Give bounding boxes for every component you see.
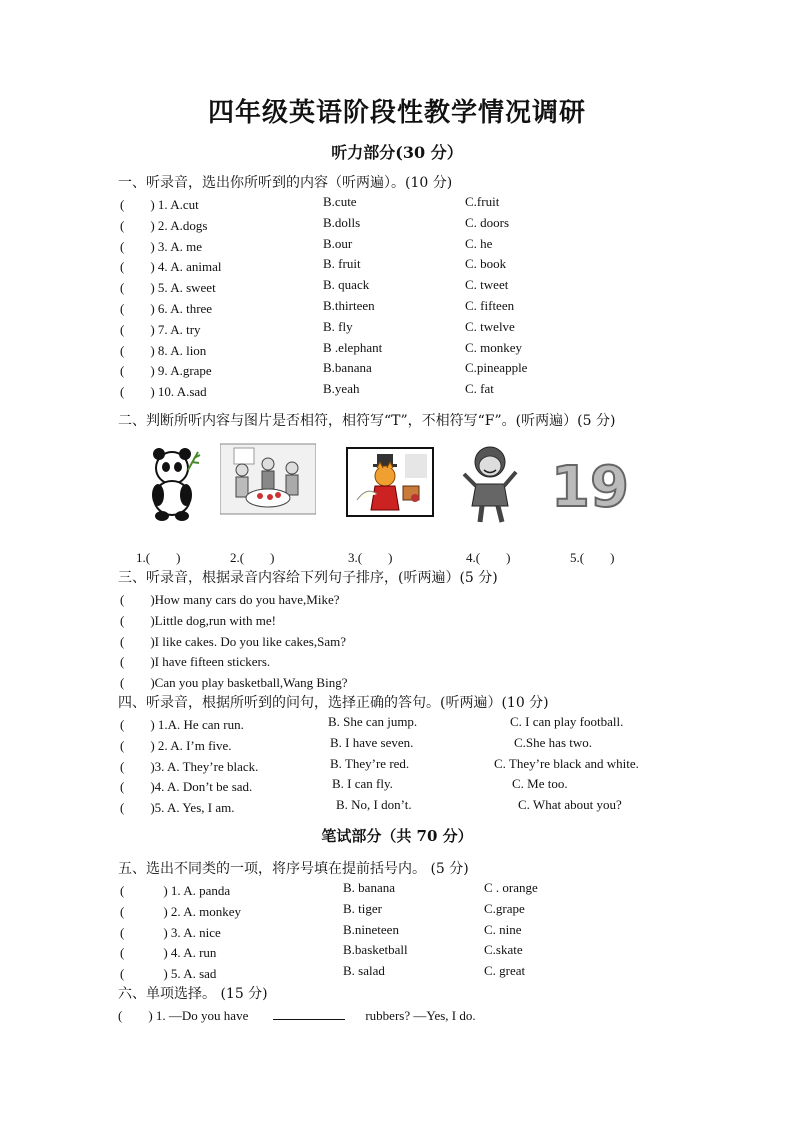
odd-one-out-option-c: C.skate xyxy=(484,942,523,958)
option-row-question: ( ) 2. A.dogs xyxy=(120,217,208,233)
option-c: C.pineapple xyxy=(465,360,528,376)
ordering-sentence: ( )How many cars do you have,Mike? xyxy=(120,592,340,607)
option-row-question: ( ) 5. A. sweet xyxy=(120,280,216,296)
page-title: 四年级英语阶段性教学情况调研 xyxy=(207,98,586,128)
response-question: ( )4. A. Don’t be sad. xyxy=(120,779,253,795)
picture-answer-5: 5.( ) xyxy=(570,550,615,565)
option-b: B.our xyxy=(323,235,353,251)
panda-icon xyxy=(142,440,202,526)
option-row-question: ( ) 3. A. me xyxy=(120,238,202,254)
option-c: C. fifteen xyxy=(465,298,515,313)
section-1-heading: 一、听录音，选出你所听到的内容（听两遍）。(10 分) xyxy=(118,175,453,191)
odd-one-out-option-b: B. salad xyxy=(343,963,385,979)
picture-answer-3: 3.( ) xyxy=(348,550,393,565)
option-c: C.fruit xyxy=(465,194,500,209)
odd-one-out-option-b: B. banana xyxy=(343,880,395,895)
section-6-heading: 六、单项选择。 (15 分) xyxy=(118,986,268,1002)
response-option-c: C. They’re black and white. xyxy=(494,755,639,771)
odd-one-out-option-c: C. great xyxy=(484,963,526,979)
listening-section-header: 听力部分(30 分） xyxy=(331,143,463,162)
option-b: B.cute xyxy=(323,194,357,209)
response-question: ( ) 2. A. I’m five. xyxy=(120,737,232,753)
section-4-heading: 四、听录音，根据所听到的问句，选择正确的答句。(听两遍）(10 分) xyxy=(118,695,549,711)
picture-answer-1: 1.( ) xyxy=(136,550,181,565)
ordering-sentence: ( )Little dog,run with me! xyxy=(120,612,276,628)
option-row-question: ( ) 10. A.sad xyxy=(120,384,207,400)
number-nineteen-text: 19 xyxy=(551,455,629,520)
odd-one-out-question: ( ) 2. A. monkey xyxy=(120,903,241,919)
response-option-b: B. She can jump. xyxy=(328,714,418,729)
option-row-question: ( ) 1. A.cut xyxy=(120,197,199,212)
question-tail: rubbers? —Yes, I do. xyxy=(365,1008,476,1023)
cat-magician-icon xyxy=(345,440,435,526)
odd-one-out-option-b: B.nineteen xyxy=(343,921,399,937)
option-b: B. fruit xyxy=(323,256,361,272)
ordering-sentence: ( )Can you play basketball,Wang Bing? xyxy=(120,675,348,691)
section-3-heading: 三、听录音，根据录音内容给下列句子排序，(听两遍）(5 分) xyxy=(118,570,498,586)
response-question: ( )5. A. Yes, I am. xyxy=(120,800,235,816)
option-c: C. he xyxy=(465,235,493,251)
response-option-b: B. I can fly. xyxy=(332,776,393,792)
option-b: B.thirteen xyxy=(323,298,375,313)
option-b: B.banana xyxy=(323,360,372,376)
option-row-question: ( ) 8. A. lion xyxy=(120,342,207,358)
section-6-question-1 xyxy=(118,1005,476,1024)
response-option-b: B. I have seven. xyxy=(330,734,414,750)
odd-one-out-question: ( ) 3. A. nice xyxy=(120,924,221,940)
odd-one-out-question: ( ) 1. A. panda xyxy=(120,883,231,898)
option-b: B.dolls xyxy=(323,214,361,230)
response-option-c: C. What about you? xyxy=(518,797,622,813)
response-option-c: C.She has two. xyxy=(514,734,592,750)
odd-one-out-option-c: C. nine xyxy=(484,921,522,937)
option-b: B. fly xyxy=(323,318,353,334)
odd-one-out-question: ( ) 4. A. run xyxy=(120,945,217,961)
question-stem: ( ) 1. —Do you have xyxy=(118,1008,249,1023)
ordering-sentence: ( )I have fifteen stickers. xyxy=(120,654,271,670)
girl-icon xyxy=(460,440,520,526)
ordering-sentence: ( )I like cakes. Do you like cakes,Sam? xyxy=(120,633,346,649)
option-c: C. monkey xyxy=(465,339,523,355)
response-question: ( )3. A. They’re black. xyxy=(120,758,259,774)
response-option-b: B. No, I don’t. xyxy=(336,797,412,813)
option-b: B .elephant xyxy=(323,339,383,355)
picture-row xyxy=(130,440,650,530)
number-nineteen-icon xyxy=(550,440,630,526)
option-c: C. fat xyxy=(465,381,494,397)
picture-answer-2: 2.( ) xyxy=(230,550,275,565)
option-c: C. twelve xyxy=(465,318,515,334)
family-dinner-icon xyxy=(220,440,316,526)
odd-one-out-option-b: B. tiger xyxy=(343,900,382,916)
option-b: B.yeah xyxy=(323,381,360,397)
option-row-question: ( ) 9. A.grape xyxy=(120,363,212,379)
option-b: B. quack xyxy=(323,277,370,293)
response-option-c: C. I can play football. xyxy=(510,714,624,729)
option-row-question: ( ) 4. A. animal xyxy=(120,259,222,275)
section-2-heading: 二、判断所听内容与图片是否相符，相符写“T”，不相符写“F”。(听两遍）(5 分) xyxy=(118,413,616,429)
option-c: C. tweet xyxy=(465,277,509,293)
section-5-heading: 五、选出不同类的一项，将序号填在提前括号内。 (5 分) xyxy=(118,861,469,877)
option-row-question: ( ) 7. A. try xyxy=(120,321,201,337)
odd-one-out-option-c: C . orange xyxy=(484,880,538,895)
response-option-b: B. They’re red. xyxy=(330,755,410,771)
option-c: C. doors xyxy=(465,214,510,230)
odd-one-out-option-b: B.basketball xyxy=(343,942,408,958)
option-c: C. book xyxy=(465,256,507,272)
odd-one-out-question: ( ) 5. A. sad xyxy=(120,966,217,982)
written-section-header: 笔试部分（共 70 分） xyxy=(321,827,473,845)
odd-one-out-option-c: C.grape xyxy=(484,900,525,916)
response-option-c: C. Me too. xyxy=(512,776,568,792)
response-question: ( ) 1.A. He can run. xyxy=(120,717,244,732)
picture-answer-4: 4.( ) xyxy=(466,550,511,565)
answer-blank[interactable] xyxy=(273,1007,345,1020)
option-row-question: ( ) 6. A. three xyxy=(120,301,213,316)
